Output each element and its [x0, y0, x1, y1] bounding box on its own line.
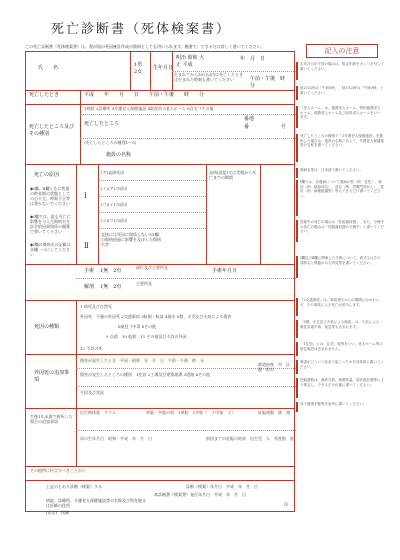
birth-time-field[interactable]: 午前・午後 時 分 [250, 76, 291, 89]
autopsy-label: 解剖 [84, 284, 95, 290]
banchi-label: 番地 [244, 116, 255, 122]
note-item: 「老人ホーム」は、養護老人ホーム、特別養護老人ホーム、軽費老人ホーム及び有料老人ホームをいいます。 [300, 106, 384, 128]
note-item: 傷病名等は、日本語で書いてください。 [300, 168, 384, 178]
certificate-form [25, 51, 295, 515]
infant-section-label: 生後1年未満で病死した場合の追加事項 [30, 414, 73, 424]
document-title: 死亡診断書（死体検案書） [50, 22, 231, 37]
autopsy-finding-label: 主要所見 [136, 281, 152, 286]
issue-date[interactable]: 本診断書（検案書）発行年月日 平成 年 月 日 [154, 492, 246, 497]
gestation-field[interactable]: 妊娠週数 満 週 [258, 410, 290, 415]
death-type-label: 死因の種類 [34, 324, 60, 330]
note-item: 母子健康手帳等を参考に書いてください。 [300, 402, 384, 412]
place-address-label: 死亡したところ [84, 121, 120, 127]
cause-section-ii-text: 直接には死因に関係しないがⅠ欄の傷病経過に影響を及ぼした傷病名等 [101, 232, 161, 247]
note-item: 「5煙、火災及び火焰による傷害」は、火災による一酸化炭素中毒、窒息等も含まれます。 [300, 320, 384, 338]
cause-line-b[interactable]: (イ)(ア)の原因 [101, 186, 128, 191]
onset-period-label: 発病(発症)又は受傷から死亡までの期間 [209, 170, 257, 180]
note-item: 妊娠週数は、最終月経、基礎体温、超音波計測等により推定し、できるだけ正確に書いてください。 [300, 378, 384, 398]
infant-birth-note: 生まれてから30日以内に死亡したときは生まれた時刻も書いてください [174, 72, 244, 82]
autopsy-options[interactable]: 1無 2有 [100, 284, 122, 290]
name-label: 氏 名 [38, 65, 59, 71]
notes-title: 記入の注意 [306, 44, 378, 58]
surgery-date-label: 手術年月日 [212, 268, 238, 274]
other-remarks-label: その他特に付言すべきことがら [30, 468, 86, 473]
surgery-options[interactable]: 1無 2有 [100, 268, 122, 274]
death-type-external-2[interactable]: 6窒息 7中毒 8その他 [118, 324, 157, 329]
birth-weight-field[interactable]: 出生時体重 グラム [80, 410, 116, 415]
dob-label: 生年月日 [153, 65, 174, 71]
death-datetime-field[interactable]: 平成 年 月 日 午前・午後 時 分 [84, 92, 205, 98]
injury-when-field[interactable]: 傷害が発生したとき 平成・昭和 年 月 日 午前・午後 時 分 [80, 358, 204, 363]
note-item: 妊娠中の死亡の場合は「妊娠満何週」、また、分娩中の死亡の場合は「妊娠満何週の分娩中」と書いてください。 [300, 220, 384, 242]
surgery-label: 手術 [84, 268, 95, 274]
injury-method-label: 手段及び状況 [80, 390, 104, 395]
injury-address-field[interactable]: 都道府県 市 区 郡 町村 [258, 362, 294, 372]
note-item: 「1住居」とは、住宅、庭等をいい、老人ホーム等の居住施設は含まれません。 [300, 342, 384, 356]
sex-options[interactable]: 1男 2女 [134, 62, 143, 75]
cause-note-3: ◆Ⅰ欄の傷病名の記載は各欄一つにしてください [30, 242, 71, 257]
place-type-options[interactable]: 1病院 2診療所 3介護老人保健施設 4助産所 5老人ホーム 6自宅 7その他 [84, 106, 214, 111]
note-item: Ⅰ欄及びⅡ欄に関係した手術について、術式又はその診断名と関連のある所見等を書いてください。 [300, 256, 384, 278]
note-item: 傷害がどういう状況で起こったかを具体的に書いてください。 [300, 360, 384, 374]
certification-text: 上記のとおり診断（検案）する [46, 484, 102, 489]
death-type-external[interactable]: 外因死 不慮の外因死 2交通事故 3転倒・転落 4溺水 5煙、火災及び火焰による傷害 [80, 314, 232, 319]
note-item: 「2交通事故」は、事故発生からの期間にかかわらず、その事故による死亡が該当します。 [300, 298, 384, 316]
dob-date-field[interactable]: 年 月 日 [240, 56, 266, 62]
cause-label: 死亡の原因 [34, 172, 60, 178]
note-item: Ⅰ欄では、各傷病について発病の型（例：急性）、病因（例：病原体名）、部位（例：胃噴門部がん）、性状（例：病理組織型）等もできるだけ書いてください。 [300, 180, 384, 216]
place-label: 死亡したところ及びその種別 [29, 124, 75, 137]
intro-text: この死亡診断書（死体検案書）は、我が国の死因統計作成の資料としても用いられます。楷書で、できるだけ詳しく書いてください。 [25, 44, 265, 49]
cause-note-2: ◆Ⅰ欄では、最も死亡に影響を与えた傷病名を医学的因果関係の順番で書いてください [30, 214, 71, 234]
cause-line-d[interactable]: (エ)(ウ)の原因 [101, 218, 128, 223]
note-item: 死亡したところの種別で「3介護老人保健施設」を選択した場合は、施設の名称に代えて、介護老人保健施設の名称を書いてください。 [300, 134, 384, 162]
hospital-label: 病院、診療所、介護老人保健施設等の名称及び所在地又は医師の住所 [46, 498, 146, 508]
death-type-unknown[interactable]: 12 不詳の死 [80, 346, 103, 351]
facility-label: 施設の名称 [106, 152, 132, 158]
note-item: 夜の12時は「午前0時」、昼の12時は「午後0時」と書いてください。 [300, 86, 384, 100]
doctor-name-field[interactable]: (氏名) 医師 [46, 510, 70, 515]
certification-date[interactable]: 診断（検案）年月日 平成 年 月 日 [186, 484, 258, 489]
cause-note-1: ◆Ⅰ欄、Ⅱ欄ともに疾患の終末期の状態としての心不全、呼吸不全等は書かないでください [30, 186, 70, 206]
stamp-mark: 印 [284, 502, 288, 507]
cause-line-c[interactable]: (ウ)(イ)の原因 [101, 202, 128, 207]
era-options[interactable]: 明治 昭和 大正 平成 [176, 55, 205, 68]
ban-label: 番 [244, 124, 250, 130]
birth-type-field[interactable]: 単胎・多胎の別 1単胎 2多胎（ 子中第 子） [146, 410, 236, 415]
section-ii-numeral: Ⅱ [84, 242, 89, 250]
death-datetime-label: 死亡したとき [29, 92, 60, 98]
death-type-other[interactable]: 9 自殺 10 他殺 11 その他及び不詳の外因 [106, 334, 187, 339]
go-label: 号 [281, 124, 287, 130]
death-type-natural[interactable]: 1 病死及び自然死 [80, 304, 112, 309]
surgery-site-label: 部位及び主要所見 [136, 265, 168, 270]
facility-note: (死亡したところの種別1～5) [84, 140, 137, 145]
note-item: 生年月日が不詳の場合は、推定年齢をカッコを付して書いてください。 [300, 62, 384, 80]
mother-dob-field[interactable]: 母の生年月日 昭和・平成 年 月 日 [80, 436, 152, 441]
injury-place-field[interactable]: 傷害が発生したところの種別 1住居 2工場及び建築現場 3道路 4その他 [80, 372, 210, 377]
cause-line-a[interactable]: (ア)直接死因 [101, 170, 125, 175]
prior-pregnancy-field[interactable]: 前回までの妊娠の結果 出生児 人 死産胎 胎 [206, 436, 294, 441]
external-cause-label: 外因死の追加事項 [34, 370, 70, 383]
section-i-numeral: Ⅰ [84, 192, 87, 200]
